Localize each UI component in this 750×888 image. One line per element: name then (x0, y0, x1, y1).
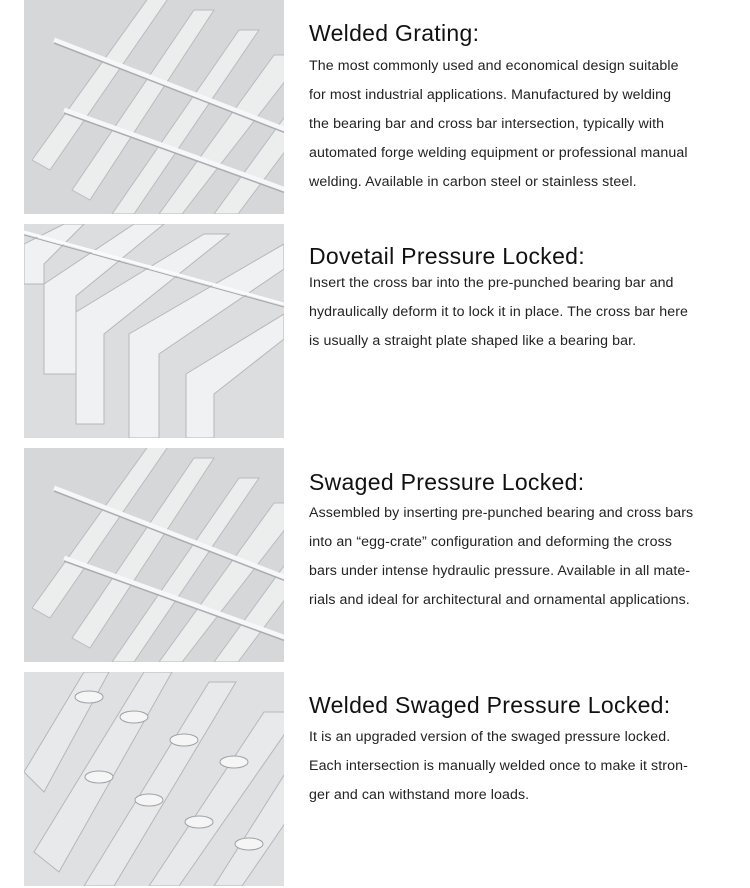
dovetail-description (309, 269, 739, 356)
welded-grating-text (309, 18, 739, 197)
description-line: hydraulically deform it to lock it in place. The cross bar here (309, 304, 689, 320)
grating-type-welded (0, 0, 750, 216)
welded-swaged-title: Welded Swaged Pressure Locked: (309, 692, 671, 718)
description-line: for most industrial applications. Manufactured by welding (309, 87, 672, 103)
description-line: Assembled by inserting pre-punched bearing and cross bars (309, 505, 694, 521)
description-line: Each intersection is manually welded once to make it stron- (309, 758, 688, 774)
description-line: rials and ideal for architectural and ornamental applications. (309, 592, 690, 608)
welded-swaged-grating-image (24, 672, 284, 886)
description-line: welding. Available in carbon steel or stainless steel. (309, 174, 637, 190)
welded-grating-description (309, 52, 739, 197)
swaged-text (309, 467, 739, 615)
description-line: into an “egg-crate” configuration and deforming the cross (309, 534, 672, 550)
description-line: Insert the cross bar into the pre-punched bearing bar and (309, 275, 674, 291)
description-line: the bearing bar and cross bar intersection, typically with (309, 116, 665, 132)
description-line: automated forge welding equipment or professional manual (309, 145, 688, 161)
grating-type-welded-swaged (0, 672, 750, 888)
welded-grating-title: Welded Grating: (309, 20, 480, 46)
description-line: It is an upgraded version of the swaged pressure locked. (309, 729, 671, 745)
swaged-grating-image (24, 448, 284, 662)
grating-type-dovetail (0, 224, 750, 440)
description-line: ger and can withstand more loads. (309, 787, 530, 803)
description-line: is usually a straight plate shaped like a bearing bar. (309, 333, 637, 349)
welded-swaged-text (309, 690, 739, 810)
swaged-title: Swaged Pressure Locked: (309, 469, 585, 495)
swaged-pressure-locked-photo (24, 448, 284, 662)
welded-grating-image (24, 0, 284, 214)
dovetail-title: Dovetail Pressure Locked: (309, 243, 585, 269)
dovetail-text (309, 241, 739, 356)
welded-grating-photo (24, 0, 284, 214)
description-line: The most commonly used and economical design suitable (309, 58, 679, 74)
dovetail-pressure-locked-photo (24, 224, 284, 438)
swaged-description (309, 499, 739, 615)
dovetail-grating-image (24, 224, 284, 438)
welded-swaged-description (309, 723, 739, 810)
description-line: bars under intense hydraulic pressure. Available in all mate- (309, 563, 691, 579)
grating-type-swaged (0, 448, 750, 664)
welded-swaged-pressure-locked-photo (24, 672, 284, 886)
